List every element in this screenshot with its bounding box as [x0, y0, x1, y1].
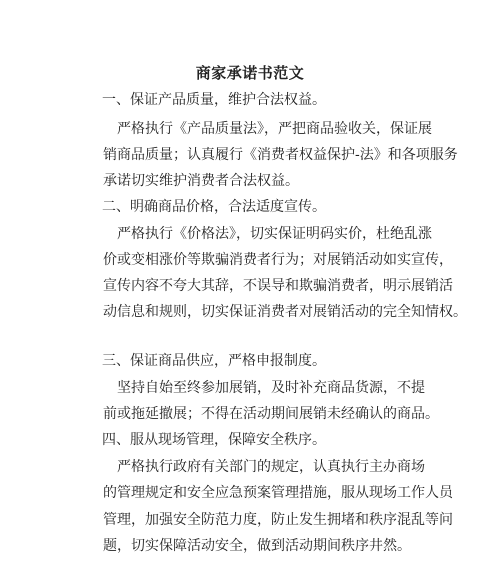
paragraph-2-line-4: 动信息和规则，切实保证消费者对展销活动的完全知情权。: [103, 304, 467, 320]
paragraph-4-line-4: 题，切实保障活动安全，做到活动期间秩序井然。: [103, 538, 411, 554]
paragraph-3-line-1: 坚持自始至终参加展销，及时补充商品货源，不提: [117, 380, 425, 396]
paragraph-4-line-2: 的管理规定和安全应急预案管理措施，服从现场工作人员: [103, 485, 453, 501]
paragraph-2-line-1: 严格执行《价格法》，切实保证明码实价，杜绝乱涨: [117, 226, 432, 242]
paragraph-1-line-3: 承诺切实维护消费者合法权益。: [103, 173, 299, 189]
section-heading-2: 二、明确商品价格，合法适度宣传。: [102, 199, 326, 215]
section-heading-3: 三、保证商品供应，严格申报制度。: [102, 353, 326, 369]
paragraph-2-line-2: 价或变相涨价等欺骗消费者行为；对展销活动如实宣传，: [103, 252, 453, 268]
paragraph-1-line-1: 严格执行《产品质量法》，严把商品验收关，保证展: [117, 121, 432, 137]
section-heading-4: 四、服从现场管理，保障安全秩序。: [102, 432, 326, 448]
paragraph-4-line-1: 严格执行政府有关部门的规定，认真执行主办商场: [117, 459, 425, 475]
paragraph-4-line-3: 管理，加强安全防范力度，防止发生拥堵和秩序混乱等问: [103, 512, 453, 528]
paragraph-2-line-3: 宣传内容不夸大其辞，不误导和欺骗消费者，明示展销活: [103, 278, 453, 294]
paragraph-1-line-2: 销商品质量；认真履行《消费者权益保护-法》和各项服务: [103, 147, 458, 163]
document-title: 商家承诺书范文: [195, 64, 305, 82]
paragraph-3-line-2: 前或拖延撤展；不得在活动期间展销未经确认的商品。: [103, 406, 439, 422]
section-heading-1: 一、保证产品质量，维护合法权益。: [102, 92, 326, 108]
